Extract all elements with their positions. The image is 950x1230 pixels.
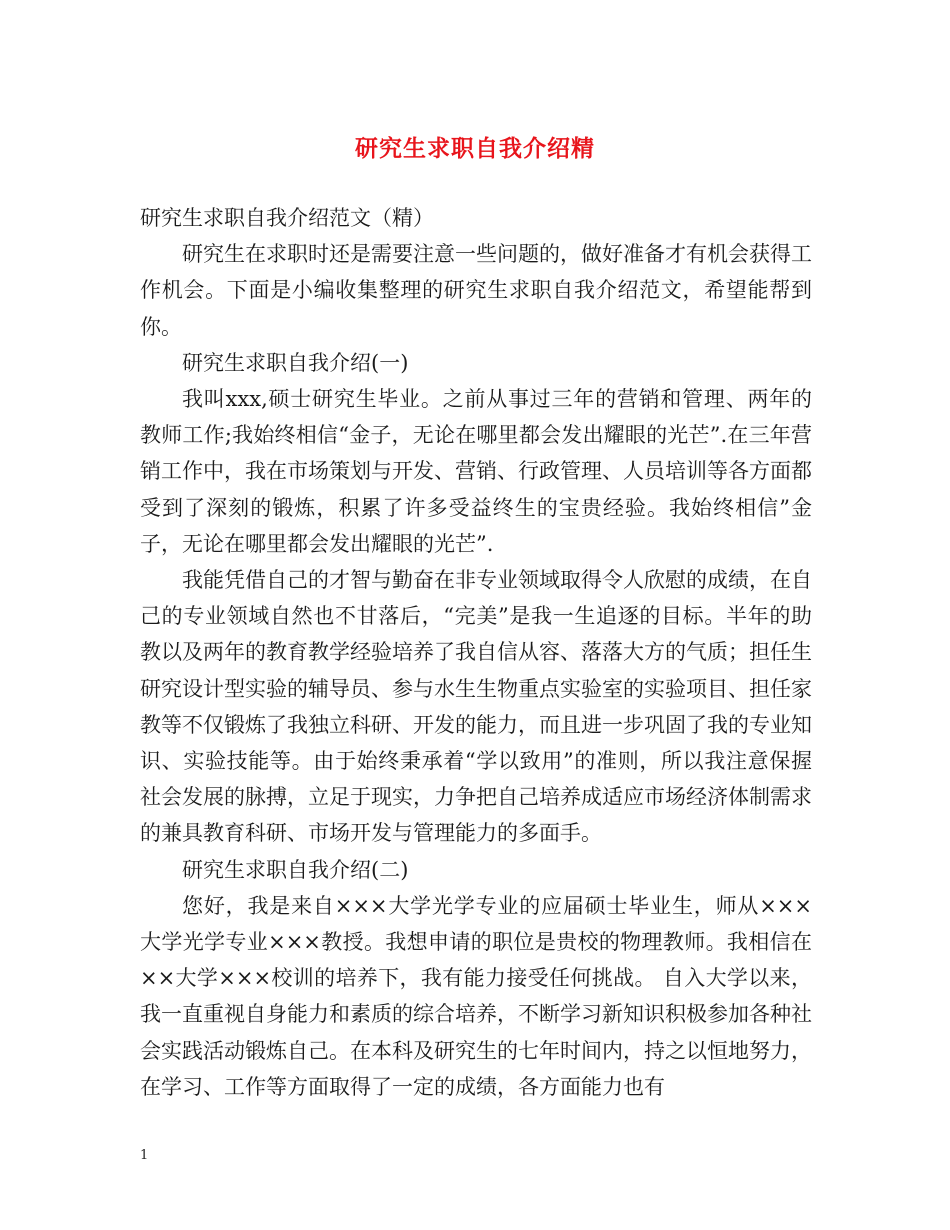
document-subtitle: 研究生求职自我介绍范文（精）	[140, 206, 434, 230]
document-title: 研究生求职自我介绍精	[355, 135, 595, 162]
section2-paragraph-1: 您好，我是来自×××大学光学专业的应届硕士毕业生，师从×××大学光学专业×××教授。我想申请的职位是贵校的物理教师。我相信在××大学×××校训的培养下，我有能力接受任何挑战。 自入大学以来，我一直重视自身能力和素质的综合培养，不断学习新知识积极参加各种社会实践活动锻炼自己。在本科及研究生的七年时间内，持之以恒地努力，在学习、工作等方面取得了一定的成绩，各方面能力也有	[140, 893, 812, 1099]
section1-paragraph-2: 我能凭借自己的才智与勤奋在非专业领域取得令人欣慰的成绩，在自己的专业领域自然也不甘落后，“完美”是我一生追逐的目标。半年的助教以及两年的教育教学经验培养了我自信从容、落落大方的气质；担任生研究设计型实验的辅导员、参与水生生物重点实验室的实验项目、担任家教等不仅锻炼了我独立科研、开发的能力，而且进一步巩固了我的专业知识、实验技能等。由于始终秉承着“学以致用”的准则，所以我注意保握社会发展的脉搏，立足于现实，力争把自己培养成适应市场经济体制需求的兼具教育科研、市场开发与管理能力的多面手。	[140, 568, 812, 846]
document-body	[140, 200, 812, 1105]
section1-paragraph-1: 我叫xxx,硕士研究生毕业。之前从事过三年的营销和管理、两年的教师工作;我始终相信“金子，无论在哪里都会发出耀眼的光芒”.在三年营销工作中，我在市场策划与开发、营销、行政管理、人员培训等各方面都受到了深刻的锻炼，积累了许多受益终生的宝贵经验。我始终相信”金子，无论在哪里都会发出耀眼的光芒”.	[140, 387, 812, 556]
page-number: 1	[140, 1148, 149, 1163]
section-heading-2: 研究生求职自我介绍(二)	[182, 857, 409, 882]
section-heading-1: 研究生求职自我介绍(一)	[182, 350, 409, 375]
intro-paragraph: 研究生在求职时还是需要注意一些问题的，做好准备才有机会获得工作机会。下面是小编收集整理的研究生求职自我介绍范文，希望能帮到你。	[140, 242, 812, 339]
